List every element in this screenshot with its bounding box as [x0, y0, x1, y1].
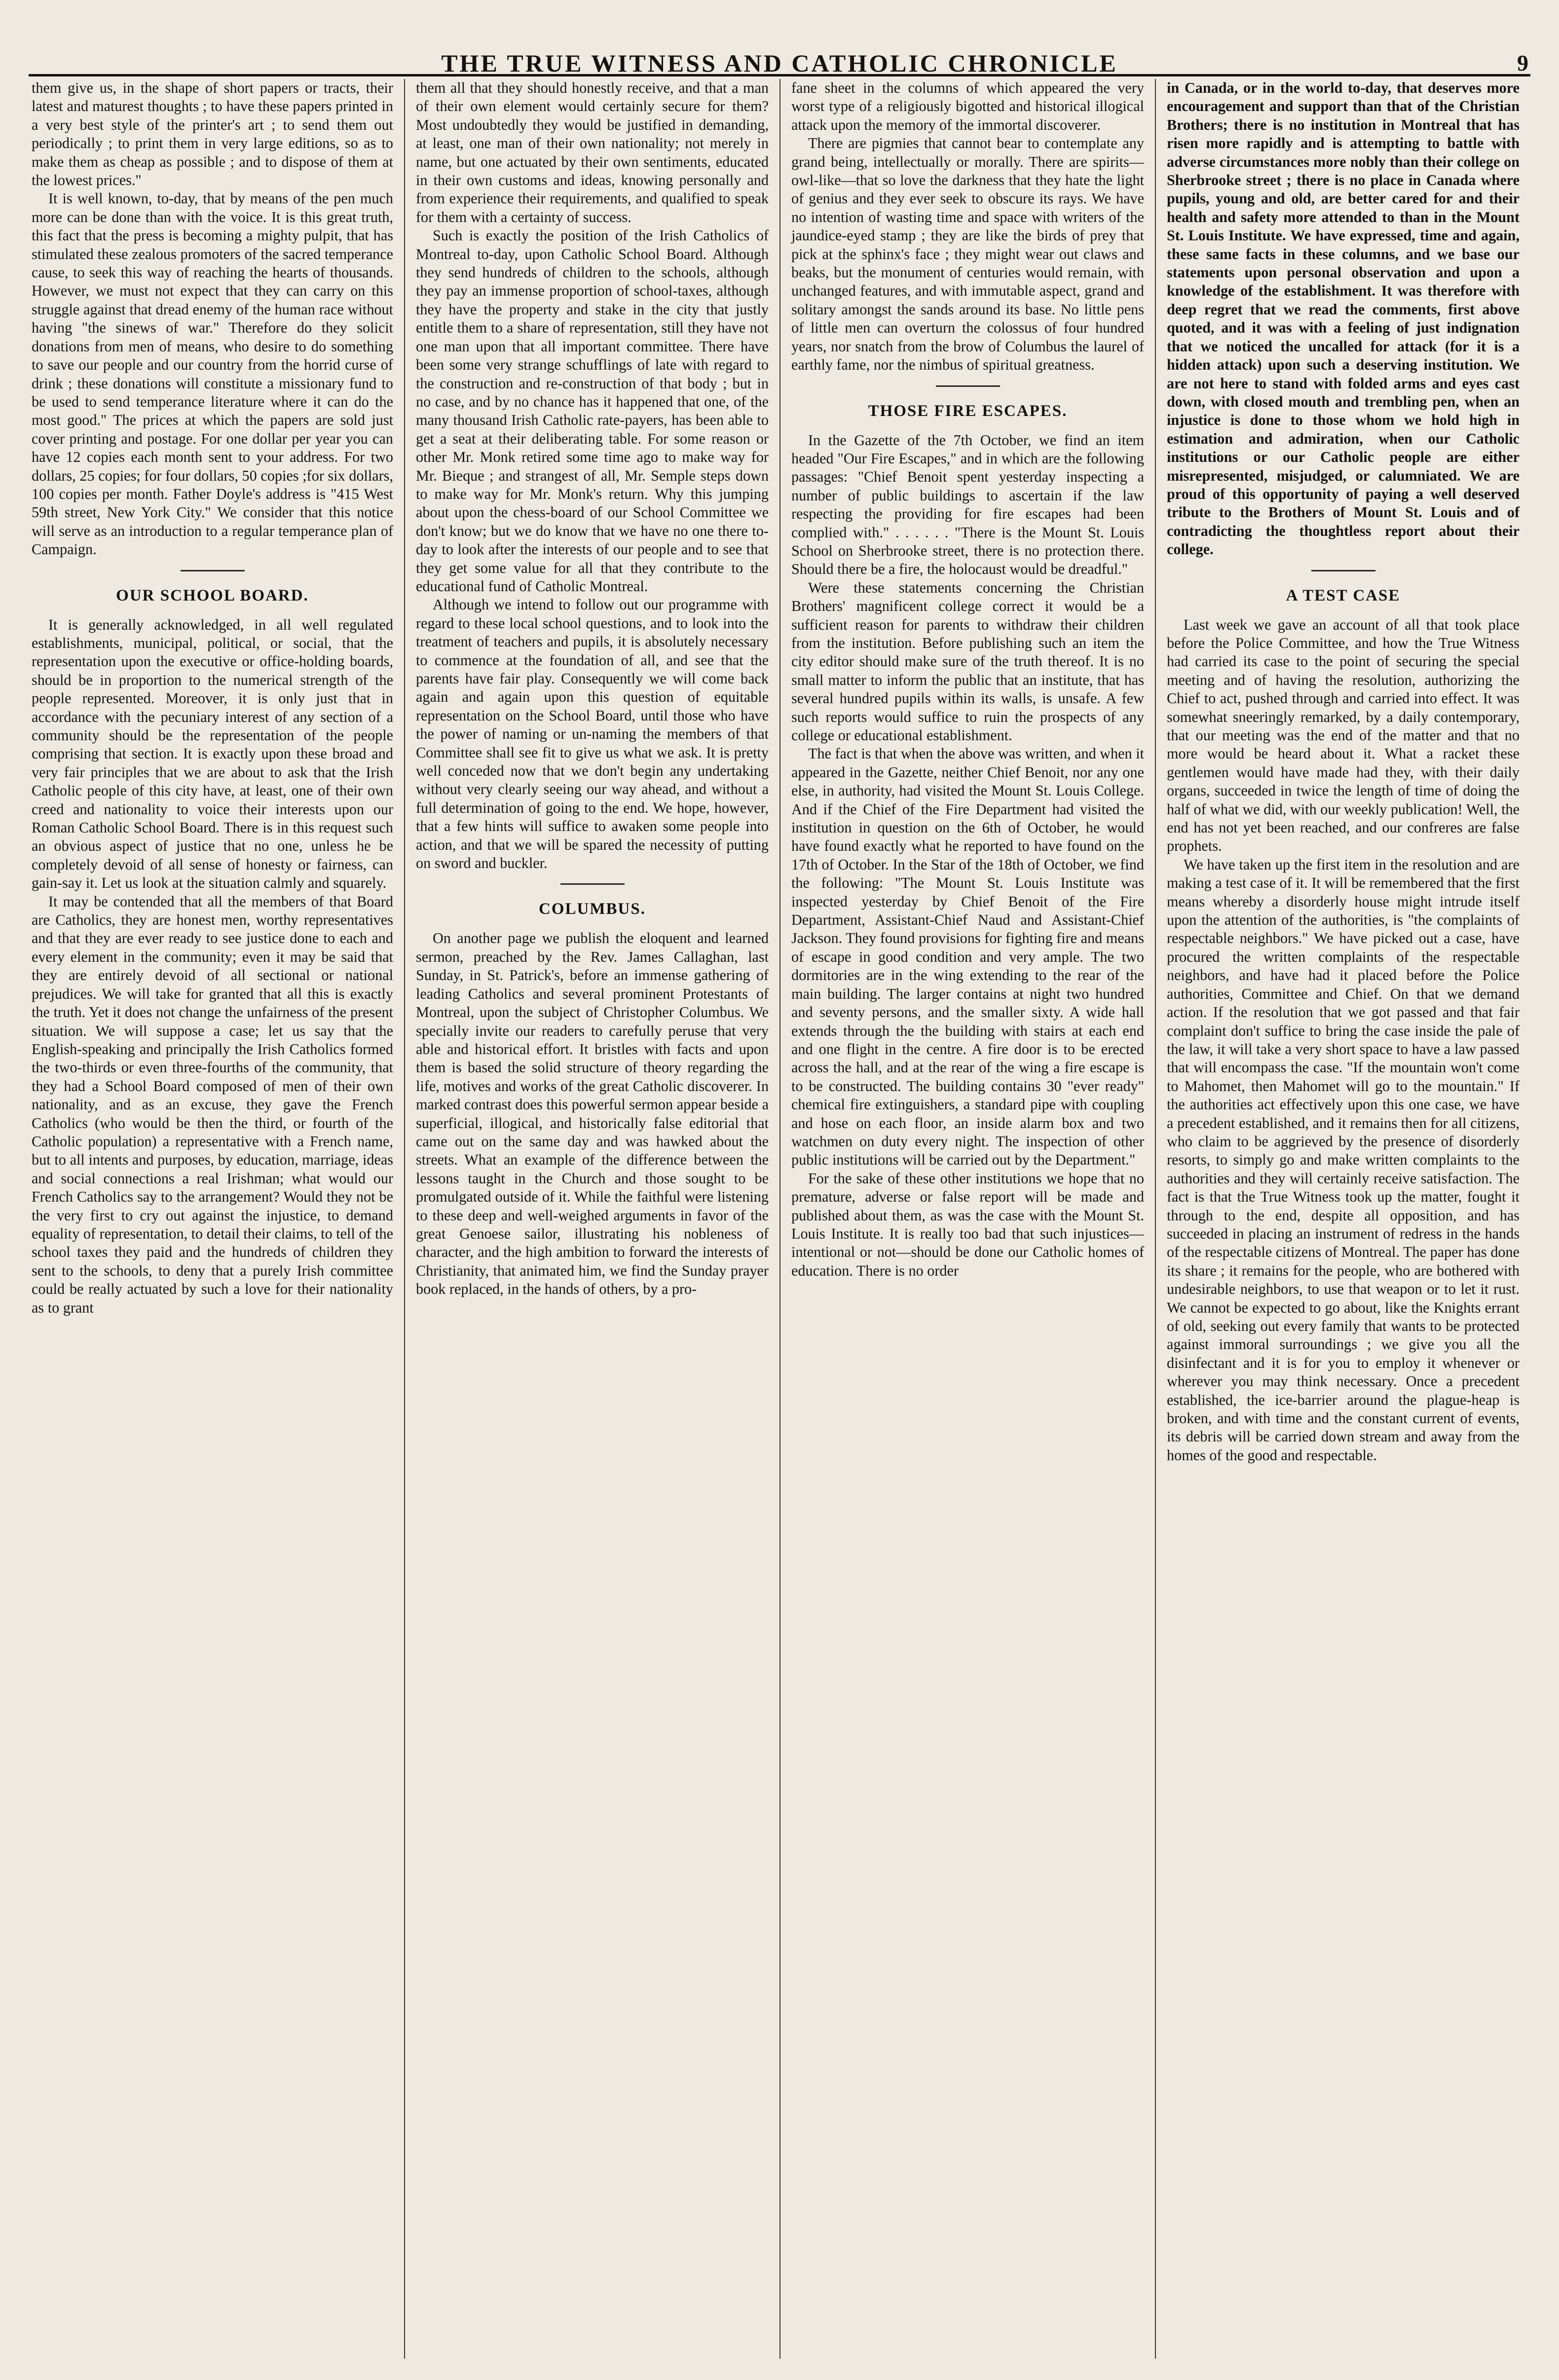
section-divider — [560, 883, 625, 885]
article-paragraph: There are pigmies that cannot bear to contemplate any grand being, intellectually or morally. There are spirits—owl-like—that so love the darkness that they hate the light of genius and they ever seek to obscure its rays. We have no intention of wasting time and space with writers of the jaundice-eyed stamp ; they are like the birds of prey that pick at the sphinx's face ; they might wear out claws and beaks, but the monument of centuries would remain, with unchanged features, and with immutable aspect, grand and solitary amongst the sands around its base. No little pens of little men can overturn the colossus of four hundred years, nor snatch from the brow of Columbus the laurel of earthly fame, nor the nimbus of spiritual greatness. — [791, 135, 1144, 374]
section-heading: OUR SCHOOL BOARD. — [116, 586, 309, 604]
section-divider — [181, 570, 245, 571]
article-columns — [29, 79, 1530, 2359]
page-number: 9 — [1517, 50, 1528, 76]
newspaper-title: THE TRUE WITNESS AND CATHOLIC CHRONICLE — [441, 49, 1118, 77]
article-paragraph: It is well known, to-day, that by means of the pen much more can be done than with the voice. It is this great truth, this fact that the press is becoming a mighty pulpit, that has stimulated these zealous promoters of the sacred temperance cause, to seek this way of reaching the hearts of thousands. However, we must not expect that they can carry on this struggle against that dread enemy of the human race without having "the sinews of war." Therefore do they solicit donations from men of means, who desire to do something to save our people and our country from the horrid curse of drink ; these donations will constitute a missionary fund to be used to send temperance literature where it can do the most good." The prices at which the papers are sold just cover printing and postage. For one dollar per year you can have 12 copies each month sent to your address. For two dollars, 25 copies; for four dollars, 50 copies ;for six dollars, 100 copies per month. Father Doyle's address is "415 West 59th street, New York City." We consider that this notice will serve as an introduction to a regular temperance plan of Campaign. — [32, 190, 393, 558]
section-divider — [1311, 570, 1375, 571]
article-paragraph: In the Gazette of the 7th October, we find an item headed "Our Fire Escapes," and in which are the following passages: "Chief Benoit spent yesterday inspecting a number of public buildings to ascertain if the law respecting the providing for fire escapes had been complied with." . . . . . . "There is the Mount St. Louis School on Sherbrooke street, there is no protection there. Should there be a fire, the holocaust would be dreadful." — [791, 431, 1144, 578]
article-paragraph: fane sheet in the columns of which appeared the very worst type of a religiously bigotted and historical illogical attack upon the memory of the immortal discoverer. — [791, 79, 1144, 133]
article-paragraph: It is generally acknowledged, in all well regulated establishments, municipal, political, or social, that the representation upon the executive or office-holding boards, should be in proportion to the numerical strength of the people represented. Moreover, it is only just that in accordance with the pecuniary interest of any section of a community should be the representation of the people comprising that section. It is exactly upon these broad and very fair principles that we are about to ask that the Irish Catholic people of this city have, at least, one of their own creed and nationality to voice their interests upon our Roman Catholic School Board. There is in this request such an obvious aspect of justice that no one, unless he be completely devoid of all sense of honesty or fairness, can gain-say it. Let us look at the situation calmly and squarely. — [32, 616, 393, 892]
article-paragraph: them all that they should honestly receive, and that a man of their own element would certainly secure for them? Most undoubtedly they would be justified in demanding, at least, one man of their own nationality; not merely in name, but one actuated by their own sentiments, educated in their own customs and ideas, knowing personally and from experience their requirements, and qualified to speak for them with a certainty of success. — [416, 79, 769, 226]
article-paragraph: them give us, in the shape of short papers or tracts, their latest and maturest thoughts ; to have these papers printed in a very best style of the printer's art ; to send them out periodically ; to print them in very large editions, so as to make them as cheap as possible ; and to dispose of them at the lowest prices." — [32, 79, 393, 189]
column-4 — [1155, 79, 1530, 2359]
column-1 — [29, 79, 404, 2359]
section-heading: THOSE FIRE ESCAPES. — [868, 402, 1068, 420]
column-2 — [404, 79, 780, 2359]
article-paragraph: We have taken up the first item in the resolution and are making a test case of it. It will be remembered that the first means whereby a disorderly house might intrude itself upon the attention of the authorities, is "the complaints of respectable neighbors." We have picked out a case, have procured the written complaints of the respectable neighbors, and have had it placed before the Police authorities, Committee and Chief. On that we demand action. If the resolution that we got passed and that fair complaint don't suffice to bring the case inside the pale of the law, it will take a very short space to have a law passed that will encompass the case. "If the mountain won't come to Mahomet, then Mahomet will go to the mountain." If the authorities act effectively upon this one case, we have a precedent established, and it remains then for all citizens, who claim to be aggrieved by the presence of disorderly resorts, to simply go and make written complaints to the authorities and they will certainly receive satisfaction. The fact is that the True Witness took up the matter, fought it through to the end, despite all opposition, and has succeeded in placing an instrument of redress in the hands of the respectable citizens of Montreal. The paper has done its share ; it remains for the people, who are bothered with undesirable neighbors, to use that weapon or to let it rust. We cannot be expected to go about, like the Knights errant of old, seeking out every family that wants to be protected against immoral surroundings ; we give you all the disinfectant and it is for you to employ it whenever or wherever you may think necessary. Once a precedent established, the ice-barrier around the plague-heap is broken, and with time and the constant current of events, its debris will be carried down stream and away from the homes of the good and respectable. — [1167, 856, 1520, 1464]
section-heading: A TEST CASE — [1286, 586, 1401, 604]
article-paragraph: Such is exactly the position of the Irish Catholics of Montreal to-day, upon Catholic School Board. Although they send hundreds of children to the schools, although they pay an immense proportion of school-taxes, although they have the property and stake in the city that justly entitle them to a share of representation, still they have not one man upon that all important committee. There have been some very strange schufflings of late with regard to the construction and re-construction of that body ; but in no case, and by no chance has it happened that one, of the many thousand Irish Catholic rate-payers, has been able to get a seat at their deliberating table. For some reason or other Mr. Monk retired some time ago to make way for Mr. Bieque ; and strangest of all, Mr. Semple steps down to make way for Mr. Monk's return. Why this jumping about upon the chess-board of our School Committee we don't know; but we do know that we have no one there to-day to look after the interests of our people and to see that they get some value for all that they contribute to the educational fund of Catholic Montreal. — [416, 227, 769, 595]
article-paragraph: Although we intend to follow out our programme with regard to these local school questions, and to look into the treatment of teachers and pupils, it is absolutely necessary to commence at the foundation of all, and see that the parents have fair play. Consequently we will come back again and again upon this question of equitable representation on the School Board, until those who have the power of naming or un-naming the members of that Committee shall see fit to give us what we ask. It is pretty well conceded now that we don't begin any undertaking without very clearly seeing our way ahead, and without a full determination of going to the end. We hope, however, that a few hints will suffice to awaken some people into action, and that we will be spared the necessity of putting on sword and buckler. — [416, 596, 769, 872]
column-3 — [780, 79, 1155, 2359]
masthead — [29, 0, 1530, 76]
article-paragraph: Last week we gave an account of all that took place before the Police Committee, and how the True Witness had carried its case to the point of securing the special meeting and of having the resolution, authorizing the Chief to act, pushed through and carried into effect. It was somewhat sneeringly remarked, by a daily contemporary, that our meeting was the end of the matter and that no more would be heard about it. What a racket these gentlemen would have made had they, with their daily organs, succeeded in twice the length of time of doing the half of what we did, with our weekly publication! Well, the end has not yet been reached, and our confreres are false prophets. — [1167, 616, 1520, 855]
article-paragraph: in Canada, or in the world to-day, that deserves more encouragement and support than that of the Christian Brothers; there is no institution in Montreal that has risen more rapidly and is attempting to battle with adverse circumstances more nobly than their college on Sherbrooke street ; there is no place in Canada where pupils, young and old, are better cared for and their health and safety more attended to than in the Mount St. Louis Institute. We have expressed, time and again, these same facts in these columns, and we base our statements upon personal observation and upon a knowledge of the establishment. It was therefore with deep regret that we read the comments, first above quoted, and it was with a feeling of just indignation that we noticed the uncalled for attack (for it is a hidden attack) upon such a deserving institution. We are not here to stand with folded arms and eyes cast down, with closed mouth and trembling pen, when an injustice is done to those whom we hold high in estimation and admiration, when our Catholic institutions or our Catholic people are either misrepresented, misjudged, or calumniated. We are proud of this opportunity of paying a well deserved tribute to the Brothers of Mount St. Louis and of contradicting the thoughtless report about their college. — [1167, 79, 1520, 558]
article-paragraph: On another page we publish the eloquent and learned sermon, preached by the Rev. James Callaghan, last Sunday, in St. Patrick's, before an immense gathering of leading Catholics and several prominent Protestants of Montreal, upon the subject of Christopher Columbus. We specially invite our readers to carefully peruse that very able and historical effort. It bristles with facts and upon them is based the solid structure of theory regarding the life, motives and works of the great Catholic discoverer. In marked contrast does this powerful sermon appear beside a superficial, illogical, and historically false editorial that came out on the same day and was hawked about the streets. What an example of the difference between the lessons taught in the Church and those sought to be promulgated outside of it. While the faithful were listening to these deep and well-weighed arguments in favor of the great Genoese sailor, illustrating his nobleness of character, and the high ambition to forward the interests of Christianity, that animated him, we find the Sunday prayer book replaced, in the hands of others, by a pro- — [416, 930, 769, 1298]
article-paragraph: For the sake of these other institutions we hope that no premature, adverse or false report will be made and published about them, as was the case with the Mount St. Louis Institute. It is really too bad that such injustices—intentional or not—should be done our Catholic homes of education. There is no order — [791, 1170, 1144, 1279]
article-paragraph: The fact is that when the above was written, and when it appeared in the Gazette, neither Chief Benoit, nor any one else, in authority, had visited the Mount St. Louis College. And if the Chief of the Fire Department had visited the institution in question on the 6th of October, he would have found exactly what he reported to have found on the 17th of October. In the Star of the 18th of October, we find the following: "The Mount St. Louis Institute was inspected yesterday by Chief Benoit of the Fire Department, Assistant-Chief Naud and Assistant-Chief Jackson. They found provisions for fighting fire and means of escape in good condition and very ample. The two dormitories are in the wing extending to the rear of the main building. The larger contains at night two hundred and seventy persons, and the smaller sixty. A wide hall extends through the the building with stairs at each end and one flight in the centre. A fire door is to be erected across the hall, and at the rear of the wing a fire escape is to be constructed. The building contains 30 "ever ready" chemical fire extinguishers, a standard pipe with coupling and hose on each floor, an inside alarm box and two watchmen on duty every night. The inspection of other public institutions will be carried out by the Department." — [791, 745, 1144, 1169]
section-divider — [936, 385, 1000, 387]
section-heading: COLUMBUS. — [539, 900, 646, 918]
article-paragraph: Were these statements concerning the Christian Brothers' magnificent college correct it would be a sufficient reason for parents to withdraw their children from the institution. Before publishing such an item the city editor should make sure of the truth thereof. It is no small matter to inform the public that an institute, that has several hundred pupils within its walls, is unsafe. A few such reports would suffice to ruin the prospects of any college or educational establishment. — [791, 579, 1144, 744]
article-paragraph: It may be contended that all the members of that Board are Catholics, they are honest men, worthy representatives and that they are ever ready to see justice done to each and every element in the community; even it may be said that they are entirely devoid of all sectional or national prejudices. We will take for granted that all this is exactly the truth. Yet it does not change the unfairness of the present situation. We will suppose a case; let us say that the English-speaking and principally the Irish Catholics formed the two-thirds or even three-fourths of the community, that they had a School Board composed of men of their own nationality, and as an excuse, they gave the French Catholics (who would be then the third, or fourth of the Catholic population) a representative with a French name, but to all intents and purposes, by education, marriage, ideas and social connections a real Irishman; what would our French Catholics say to the arrangement? Would they not be the very first to cry out against the injustice, to demand equality of representation, to detail their claims, to tell of the school taxes they paid and the hundreds of children they sent to the schools, to deny that a purely Irish committee could be really actuated by such a love for their nationality as to grant — [32, 893, 393, 1316]
